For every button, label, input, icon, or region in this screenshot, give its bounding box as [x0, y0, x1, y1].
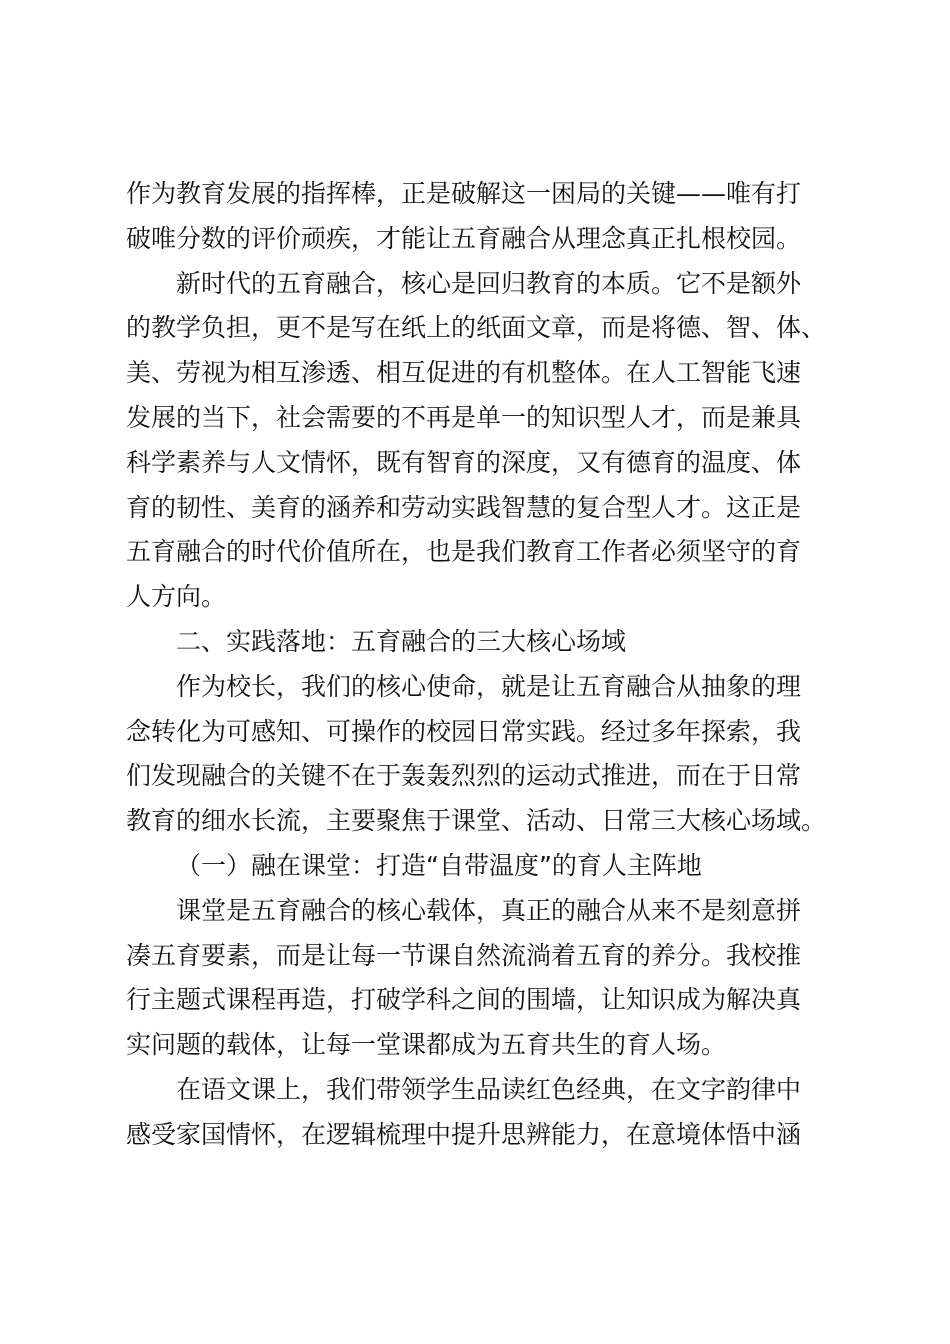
text-line: 美、劳视为相互渗透、相互促进的有机整体。在人工智能飞速	[126, 358, 802, 388]
body-text	[126, 172, 836, 1158]
text-line: 行主题式课程再造，打破学科之间的围墙，让知识成为解决真	[126, 985, 802, 1015]
text-line: 五育融合的时代价值所在，也是我们教育工作者必须坚守的育	[126, 537, 802, 567]
text-line: 作为教育发展的指挥棒，正是破解这一困局的关键——唯有打	[126, 179, 802, 208]
text-line: 的教学负担，更不是写在纸上的纸面文章，而是将德、智、体、	[126, 313, 827, 343]
text-line: 二、实践落地：五育融合的三大核心场域	[176, 626, 627, 656]
text-line: 教育的细水长流，主要聚焦于课堂、活动、日常三大核心场域。	[126, 806, 827, 836]
text-line: 人方向。	[126, 582, 227, 612]
text-line: 破唯分数的评价顽疾，才能让五育融合从理念真正扎根校园。	[126, 223, 802, 253]
text-line: 作为校长，我们的核心使命，就是让五育融合从抽象的理	[176, 671, 802, 701]
text-line: 们发现融合的关键不在于轰轰烈烈的运动式推进，而在于日常	[126, 761, 802, 791]
text-line: 在语文课上，我们带领学生品读红色经典，在文字韵律中	[176, 1074, 802, 1104]
text-line: （一）融在课堂：打造“自带温度”的育人主阵地	[176, 850, 702, 880]
text-line: 感受家国情怀，在逻辑梳理中提升思辨能力，在意境体悟中涵	[126, 1119, 802, 1149]
text-line: 课堂是五育融合的核心载体，真正的融合从来不是刻意拼	[176, 895, 802, 925]
text-line: 育的韧性、美育的涵养和劳动实践智慧的复合型人才。这正是	[126, 492, 802, 522]
text-line: 凑五育要素，而是让每一节课自然流淌着五育的养分。我校推	[126, 940, 802, 970]
text-line: 科学素养与人文情怀，既有智育的深度，又有德育的温度、体	[126, 447, 802, 477]
text-line: 发展的当下，社会需要的不再是单一的知识型人才，而是兼具	[126, 402, 802, 432]
text-line: 念转化为可感知、可操作的校园日常实践。经过多年探索，我	[126, 716, 802, 746]
text-line: 实问题的载体，让每一堂课都成为五育共生的育人场。	[126, 1030, 727, 1060]
text-line: 新时代的五育融合，核心是回归教育的本质。它不是额外	[176, 268, 802, 298]
